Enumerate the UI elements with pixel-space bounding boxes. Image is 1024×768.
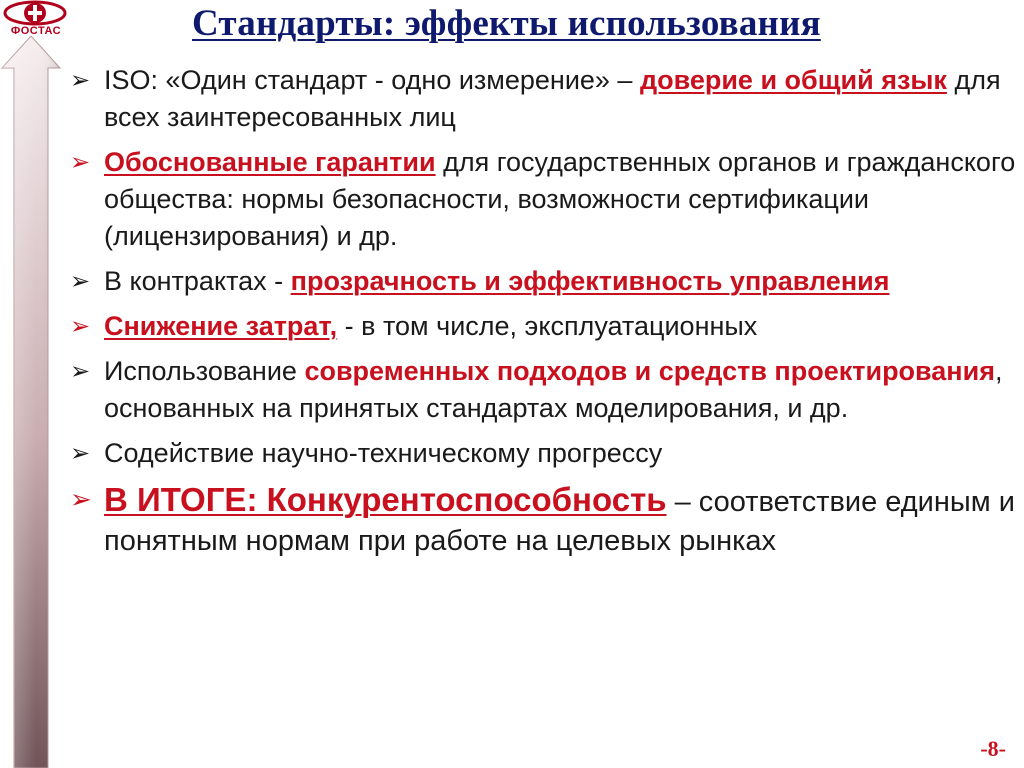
bullet-text: В контрактах - [104,266,291,296]
bullet-item [66,353,1016,427]
bullet-highlight: современных подходов и средств проектирования [304,356,995,386]
bullet-text: – соответствие единым и понятным нормам при работе на целевых рынках [104,486,1015,557]
bullet-list [66,62,1016,569]
bullet-text: для государственных органов и гражданского общества: нормы безопасности, возможности сертификации (лицензирования) и др. [104,147,1016,251]
up-arrow-icon [0,36,62,768]
bullet-text: ISO: «Один стандарт - одно измерение» – [104,65,640,95]
arrow-bullet-icon: ➢ [70,484,92,514]
bullet-text: Использование [104,356,305,386]
bullet-highlight: прозрачность и эффективность управления [290,266,890,296]
bullet-item [66,62,1016,136]
arrow-bullet-icon: ➢ [70,149,91,176]
bullet-text: Содействие научно-техническому прогрессу [104,438,663,468]
bullet-text: для всех заинтересованных лиц [104,65,1001,132]
bullet-highlight: Обоснованные гарантии [104,147,436,177]
arrow-bullet-icon: ➢ [70,440,91,467]
page-title: Стандарты: эффекты использования [192,3,821,44]
bullet-item [66,308,1016,345]
bullet-highlight: Снижение затрат, [104,311,338,341]
arrow-bullet-icon: ➢ [70,313,91,340]
bullet-item [66,435,1016,472]
bullet-item [66,263,1016,300]
bullet-text: , основанных на принятых стандартах моделирования, и др. [104,356,1003,423]
bullet-highlight: доверие и общий язык [639,65,947,95]
bullet-text: - в том числе, эксплуатационных [337,311,758,341]
arrow-bullet-icon: ➢ [70,268,91,295]
bullet-highlight: В ИТОГЕ: Конкурентоспособность [104,481,667,518]
arrow-bullet-icon: ➢ [70,358,91,385]
arrow-bullet-icon: ➢ [70,67,91,94]
page-number: -8- [980,736,1006,761]
logo-text: ФОСТАС [10,25,62,37]
bullet-item [66,144,1016,255]
bullet-item [66,480,1016,561]
